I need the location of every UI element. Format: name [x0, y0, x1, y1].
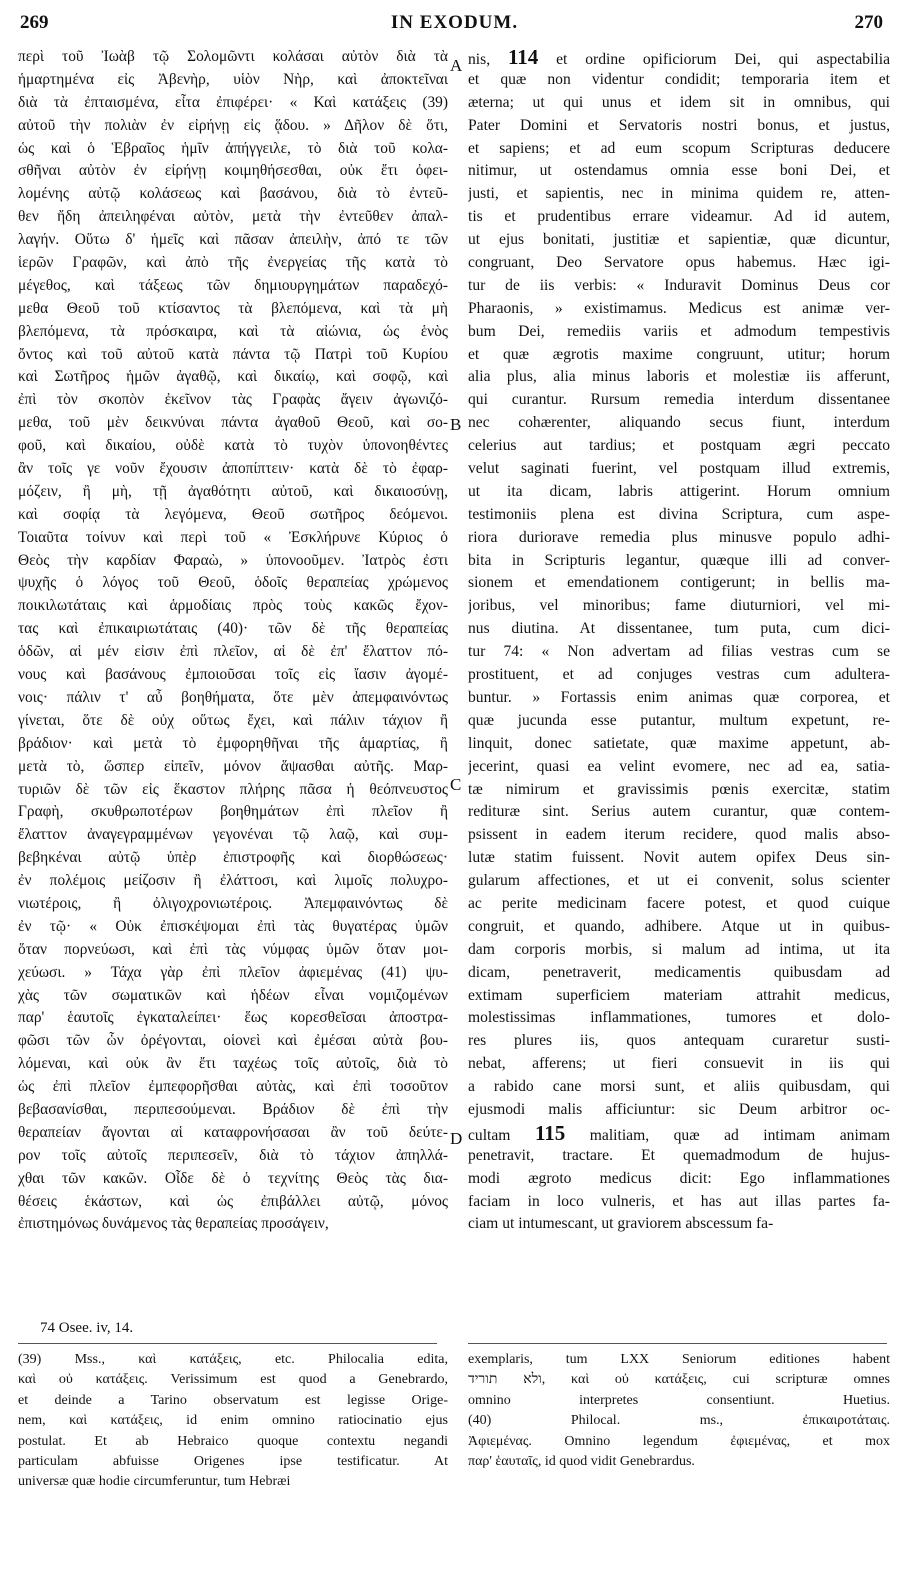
greek-text-line: βλεπόμενα, τὰ πρόσκαιρα, καὶ τὰ αἰώνια, ὡς ἑνὸς: [18, 322, 448, 340]
greek-text-line: μετὰ τὸ, ὥσπερ εἰπεῖν, μόνον ἅψασθαι αὐτῆς. Μαρ-: [18, 757, 448, 775]
footnote-line: (39) Mss., καὶ κατάξεις, etc. Philocalia edita,: [18, 1352, 448, 1367]
latin-text-line: extimam superficiem materiam attrahit medicus,: [468, 986, 890, 1004]
latin-text-line: tur 74: « Non advertam ad filias vestras cum se: [468, 643, 890, 661]
latin-text-line: qui curantur. Rursum remedia interdum dissentanee: [468, 391, 890, 409]
latin-text-line: linquit, donec satietate, quæ maxime appetunt, ab-: [468, 734, 890, 752]
greek-text-line: θεν ἤδη ἀπειληφέναι αὐτὸν, μετὰ τὴν ἐντεῦθεν ἀπαλ-: [18, 208, 448, 226]
latin-text-line: nis, 114 et ordine opificiorum Dei, qui aspectabilia: [468, 46, 890, 69]
greek-text-line: Θεὸς τὴν καρδίαν Φαραὼ, » ὑπονοοῦμεν. Ἰατρὸς ἐστι: [18, 551, 448, 569]
greek-text-line: τας καὶ ἐπικαιριωτάταις (40)· τῶν δὲ τῆς θεραπείας: [18, 620, 448, 638]
greek-text-line: μεθα, τοῦ μὲν δεικνύναι πάντα ἀγαθοῦ Θεοῦ, καὶ σο-: [18, 414, 448, 432]
latin-text-line: Pharaonis, » existimamus. Medicus est animæ ver-: [468, 299, 890, 317]
greek-text-line: γίνεται, ὅτε δὲ οὐχ οὕτως ἔχει, καὶ πάλιν τάχιον ἢ: [18, 711, 448, 729]
greek-text-line: καὶ Σωτῆρος ἡμῶν ἀγαθῷ, καὶ δικαίῳ, καὶ σοφῷ, καὶ: [18, 368, 448, 386]
greek-text-line: βεβασανίσθαι, περιπεσούμεναι. Βράδιον δὲ ἐπὶ τὴν: [18, 1100, 448, 1118]
latin-text-line: riora duriorave remedia plus minusve populo adhi-: [468, 528, 890, 546]
greek-text-line: λομένης αὐτῷ κολάσεως καὶ βασάνου, διὰ τὸ ἐντεῦ-: [18, 185, 448, 203]
greek-text-line: χθαι τῶν κακῶν. Οἶδε δὲ ὁ τεχνίτης Θεὸς τὰς δια-: [18, 1169, 448, 1187]
latin-text-line: ciam ut intumescant, ut graviorem abscessum fa-: [468, 1215, 774, 1233]
greek-text-line: νοις· πάλιν τ' αὖ βοηθήματα, ὅτε μὲν ἀπεμφαινόντως: [18, 688, 448, 706]
latin-text-line: modi ægroto medicus dicit: Ego inflammationes: [468, 1169, 890, 1187]
latin-text-line: congruit, et quando, adhibere. Atque ut in quibus-: [468, 917, 890, 935]
page-number-left: 269: [20, 12, 49, 33]
greek-text-line: βράδιον· καὶ μετὰ τὸ ἐμφορηθῆναι τῆς ἁμαρτίας, ἢ: [18, 734, 448, 752]
latin-text-line: gularum affectiones, et ut ei convenit, solus scienter: [468, 872, 890, 890]
latin-text-line: quæ jucunda esse putantur, multum expetunt, re-: [468, 711, 890, 729]
footnote-line: καὶ οὐ κατάξεις. Verissimum est quod a Genebrardo,: [18, 1372, 448, 1388]
latin-text-line: nitimur, ut ostendamus omnia esse boni Dei, et: [468, 162, 890, 180]
latin-text-line: testimoniis plena est divina Scriptura, cum aspe-: [468, 505, 890, 523]
greek-text-line: λαγήν. Οὕτω δ' ἡμεῖς καὶ πᾶσαν ἀπειλὴν, ἀπό τε τῶν: [18, 231, 448, 249]
footnote-line: Ἀφιεμένας. Omnino legendum ἐφιεμένας, et mox: [468, 1433, 890, 1449]
greek-text-line: ὄντος καὶ τοῦ αὐτοῦ κατὰ πάντα τῷ Πατρὶ τοῦ Κυρίου: [18, 345, 448, 363]
latin-text-line: ut ita dicam, labris attigerint. Horum omnium: [468, 482, 890, 500]
greek-text-line: χὰς τῶν σωματικῶν καὶ ἡδέων εἶναι νομιζομένων: [18, 986, 448, 1004]
greek-text-line: ὁδῶν, αἱ μέν εἰσιν ἐπὶ πλεῖον, αἱ δὲ ἐπ' ἔλαττον πό-: [18, 643, 448, 661]
latin-text-line: et quæ ægrotis maxime congruunt, utitur; horum: [468, 345, 890, 363]
greek-text-line: ἐπὶ τὸν σκοπὸν ἐκεῖνον τὰς Γραφὰς ἄγειν ἀγωνιζό-: [18, 391, 448, 409]
latin-text-line: joribus, vel minoribus; fame diuturniori, vel mi-: [468, 597, 890, 615]
footnote-line: omnino interpretes consentiunt. Huetius.: [468, 1392, 890, 1408]
greek-text-line: τυριῶν δὲ τῶν εἰς ἕκαστον πλήρης πᾶσα ἡ θεόπνευστος: [18, 780, 448, 798]
greek-text-line: φοῦ, καὶ δικαίου, οὐδὲ κατὰ τὸ τυχὸν ὑπονοηθέντες: [18, 437, 448, 455]
greek-text-line: ποικιλωτάταις καὶ ἁρμοδίαις πρὸς τοὺς κακῶς ἔχον-: [18, 597, 448, 615]
latin-text-line: dicam, penetraverit, medicamentis quibusdam ad: [468, 963, 890, 981]
greek-text-line: ἱερῶν Γραφῶν, καὶ ἀπὸ τῆς ἐνεργείας τῆς κατὰ τὸ: [18, 254, 448, 272]
greek-text-line: ἡμαρτημένα εἰς Ἀβενὴρ, υἱὸν Νὴρ, καὶ ἀποκτεῖναι: [18, 70, 448, 88]
latin-text-line: æterna; ut qui unus et idem sit in omnibus, qui: [468, 93, 890, 111]
greek-text-column: [18, 46, 448, 1236]
latin-text-line: sionem et emendationem contigerunt; in bellis ma-: [468, 574, 890, 592]
latin-text-line: tæ nimirum et gravissimis pœnis exercitæ, statim: [468, 780, 890, 798]
latin-text-column: [468, 46, 890, 1236]
footnote-line: particulam abfuisse Origenes ipse testificatur. At: [18, 1453, 448, 1469]
footnote-line: universæ quæ hodie circumferuntur, tum Hebræi: [18, 1474, 291, 1490]
latin-text-line: ac perite medicinam facere potest, et quod cuique: [468, 894, 890, 912]
greek-text-line: ψυχῆς ὁ λόγος τοῦ Θεοῦ, ὁδοῖς θεραπείας χρώμενος: [18, 574, 448, 592]
latin-text-line: tur de iis verbis: « Induravit Dominus Deus cor: [468, 276, 890, 294]
greek-text-line: ἐπιστημόνως δυνάμενος τὰς θεραπείας προσάγειν,: [18, 1215, 329, 1233]
latin-text-line: ejusmodi malis afficiuntur: sic Deum arbitror oc-: [468, 1100, 890, 1118]
footnotes-right: [468, 1350, 890, 1472]
latin-text-line: redituræ sint. Serius autem curantur, quæ contem-: [468, 803, 890, 821]
latin-text-line: res plures iis, quos antequam curaretur susti-: [468, 1032, 890, 1050]
greek-text-line: νους καὶ βασάνους ἐμποιοῦσαι τοῖς εἰς ἴασιν ἀγομέ-: [18, 666, 448, 684]
latin-text-line: tis et prudentibus errare videamur. Ad id autem,: [468, 208, 890, 226]
greek-text-line: αὐτοῦ τὴν πολιὰν ἐν εἰρήνῃ εἰς ᾅδου. » Δῆλον δὲ ὅτι,: [18, 116, 448, 134]
greek-text-line: θέσεις ἑκάστων, καὶ ὡς ἐπιβάλλει αὐτῷ, μόνος: [18, 1192, 448, 1210]
footnote-line: postulat. Et ab Hebraico quoque contextu negandi: [18, 1433, 448, 1449]
page-header: [0, 12, 909, 38]
latin-text-line: et sapiens; et ad eum scopum Scripturas deducere: [468, 139, 890, 157]
greek-text-line: ὡς καὶ ὁ Ἑβραῖος ἡμῖν ἀπήγγειλε, τὸ διὰ τοῦ κολα-: [18, 139, 448, 157]
greek-text-line: περὶ τοῦ Ἰωὰβ τῷ Σολομῶντι κολάσαι αὐτὸν διὰ τὰ: [18, 48, 448, 65]
greek-text-line: ρον τοῖς αὐτοῖς περιπεσεῖν, διὰ τὸ τάχιον ἀπηλλά-: [18, 1146, 448, 1164]
footnotes-left: [18, 1350, 448, 1493]
latin-text-line: nus diutina. At dissentanee, tum puta, cum dici-: [468, 620, 890, 638]
footnote-line: nem, καὶ κατάξεις, id enim omnino ratiocinatio ejus: [18, 1413, 448, 1429]
greek-text-line: φῶσι τῶν ὧν ὀρέγονται, οἱονεὶ καὶ ἐμέσαι αὐτὰ βου-: [18, 1032, 448, 1050]
greek-text-line: βεβηκέναι αὐτῷ ὑπὲρ ἐπιστροφῆς καὶ διορθώσεως·: [18, 849, 448, 867]
footnote-line: ולא תוריד, καὶ οὐ κατάξεις, cui scripturæ omnes: [468, 1372, 890, 1388]
greek-text-line: μόζειν, ἢ μὴ, τῇ ἀγαθότητι αὐτοῦ, καὶ δικαιοσύνῃ,: [18, 482, 448, 500]
latin-text-line: velut saginati fuerint, vel postquam illud extremis,: [468, 460, 890, 478]
greek-text-line: ἔλαττον ἀναγεγραμμένων γεγονέναι τῷ λαῷ, καὶ συμ-: [18, 826, 448, 844]
footnote-rule-left: [18, 1343, 437, 1344]
latin-text-line: penetravit, tractare. Et quemadmodum de hujus-: [468, 1146, 890, 1164]
running-title: IN EXODUM.: [390, 12, 519, 33]
latin-text-line: celerius aut tardius; et postquam ægri peccato: [468, 437, 890, 455]
latin-text-line: bum Dei, remediis variis et admodum tempestivis: [468, 322, 890, 340]
greek-text-line: μέγεθος, καὶ τάξεως τῶν δημιουργημάτων παραδεχό-: [18, 276, 448, 294]
greek-text-line: ὅταν πορνεύωσι, καὶ ἐπὶ τὰς νύμφας ὑμῶν ὅταν μοι-: [18, 940, 448, 958]
latin-text-line: cultam 115 malitiam, quæ ad intimam animam: [468, 1121, 890, 1145]
latin-text-line: nebat, afferens; ut fieri consuevit in iis qui: [468, 1055, 890, 1073]
margin-letter-d: D: [450, 1129, 463, 1148]
greek-text-line: μεθα Θεοῦ τοῦ κτίσαντος τὰ βλεπόμενα, καὶ τὰ μὴ: [18, 299, 448, 317]
greek-text-line: Γραφὴ, σκυθρωποτέρων βοηθημάτων ἐπὶ πλεῖον ἢ: [18, 803, 448, 821]
greek-text-line: ἂν τοῖς γε νοῦν ἔχουσιν ἀποπίπτειν· κατὰ δὲ τὸ ἐφαρ-: [18, 460, 448, 478]
greek-text-line: λόμεναι, καὶ οὐκ ἂν ἔτι ταχέως τοῖς αὐτοῖς, διὰ τὸ: [18, 1055, 448, 1073]
latin-text-line: et quæ non videntur condidit; temporaria item et: [468, 70, 890, 88]
latin-text-line: bita in Scripturis legantur, quæque illi ad conver-: [468, 551, 890, 569]
latin-text-line: lutæ statim fuissent. Novit autem opifex Deus sin-: [468, 849, 890, 867]
latin-text-line: Pater Domini et Servatoris nostri bonus, et justus,: [468, 116, 890, 134]
greek-text-line: χεύωσι. » Τάχα γὰρ ἐπὶ πλεῖον ἀφιεμένας (41) ψυ-: [18, 963, 448, 981]
greek-text-line: ὡς ἐπὶ πλεῖον ἐμπεφορῆσθαι αὐτὰς, καὶ ἐπὶ τοσοῦτον: [18, 1078, 448, 1096]
greek-text-line: σθῆναι αὐτὸν ἐν εἰρήνῃ κοιμηθήσεσθαι, οὐκ ἔτι ὀφει-: [18, 162, 448, 180]
greek-text-line: ἐν τῷ· « Οὐκ ἐπισκέψομαι ἐπὶ τὰς θυγατέρας ὑμῶν: [18, 917, 448, 935]
latin-text-line: ut ejus bonitati, justitiæ et sapientiæ, quæ dicuntur,: [468, 231, 890, 249]
latin-text-line: buntur. » Fortassis enim animas quæ corporea, et: [468, 688, 890, 706]
footnote-line: παρ' ἑαυταῖς, id quod vidit Genebrardus.: [468, 1453, 695, 1469]
latin-text-line: faciam in loco vulneris, et has aut illas partes fa-: [468, 1192, 890, 1210]
latin-text-line: justi, et sapientis, nec in minima quidem re, atten-: [468, 185, 890, 203]
latin-text-line: dam corporis morbis, si malum ad intima, ut ita: [468, 940, 890, 958]
latin-text-line: molestissimas inflammationes, tumores et dolo-: [468, 1009, 890, 1027]
greek-text-line: καὶ σοφίᾳ τὰ λεγόμενα, Θεοῦ σωτῆρος δεόμενοι.: [18, 505, 448, 523]
footnote-rule-right: [468, 1343, 887, 1344]
greek-text-line: νιωτέροις, ἢ ὀλιγοχρονιωτέροις. Ἀπεμφαινόντως δὲ: [18, 894, 448, 912]
greek-text-line: διὰ τὰ ἐπταισμένα, εἶτα ἐπιφέρει· « Καὶ κατάξεις (39): [18, 93, 448, 111]
latin-text-line: alia plus, alia minus laboris et molestiæ iis afferunt,: [468, 368, 890, 386]
footnote-line: et deinde a Tarino observatum est legisse Orige-: [18, 1392, 448, 1408]
column-number: 115: [534, 1121, 566, 1145]
column-number: 114: [507, 46, 539, 69]
latin-text-line: congruant, Deo Servatore opus habemus. Hæc igi-: [468, 254, 890, 272]
greek-text-line: ἐν πολέμοις μείζοσιν ἢ ἐλάττοσι, καὶ λιμοῖς πολυχρο-: [18, 872, 448, 890]
latin-text-line: psissent in eadem iterum recidere, quod malis abso-: [468, 826, 890, 844]
footnote-line: (40) Philocal. ms., ἐπικαιροτάταις.: [468, 1413, 890, 1429]
latin-text-line: prostituent, et ad conjuges vestras cum adultera-: [468, 666, 890, 684]
page-number-right: 270: [854, 12, 883, 33]
margin-letter-a: A: [450, 56, 463, 75]
latin-text-line: nec cohærenter, aliquando secus fiunt, interdum: [468, 414, 890, 432]
scripture-reference: 74 Osee. iv, 14.: [40, 1320, 134, 1336]
footnote-line: exemplaris, tum LXX Seniorum editiones habent: [468, 1352, 890, 1367]
latin-text-line: a rabido cane morsi sunt, et aliis quibusdam, qui: [468, 1078, 890, 1096]
greek-text-line: Τοιαῦτα τοίνυν καὶ περὶ τοῦ « Ἐσκλήρυνε Κύριος ὁ: [18, 528, 448, 546]
margin-letter-b: B: [450, 415, 462, 434]
greek-text-line: θεραπείαν ἄγονται αἱ καταφρονήσασαι ἂν τοῦ δεύτε-: [18, 1123, 448, 1141]
latin-text-line: jecerint, quasi ea velint evomere, nec ad ea, satia-: [468, 757, 890, 775]
margin-letter-c: C: [450, 775, 462, 794]
greek-text-line: παρ' ἑαυτοῖς ἐγκαταλείπει· ἕως κορεσθεῖσαι ἀποστρα-: [18, 1009, 448, 1027]
